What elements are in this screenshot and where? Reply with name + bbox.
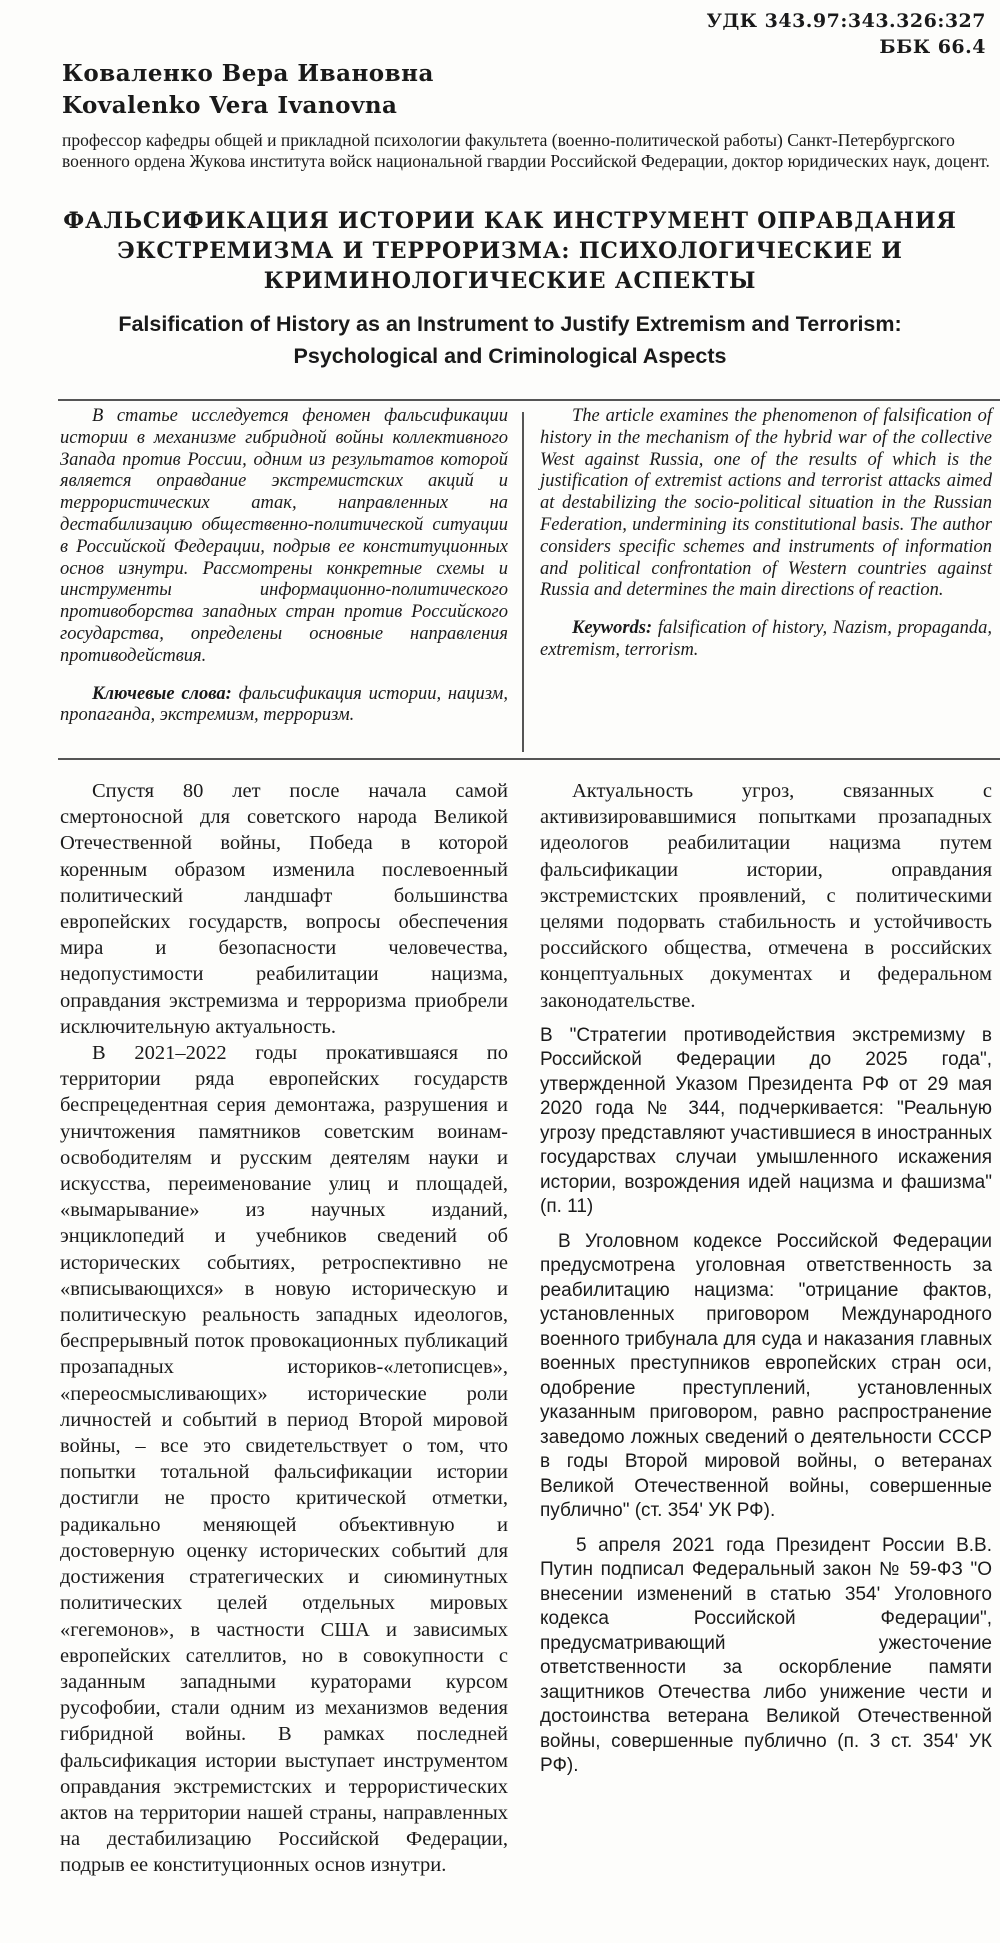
author-name-ru: Коваленко Вера Ивановна — [62, 60, 434, 87]
keywords-en — [540, 618, 992, 662]
body-paragraph-criminal-code: В Уголовном кодексе Российской Федерации предусмотрена уголовная ответственность за реабилитацию нацизма: "отрицание фактов, установленных приговором Международного военного трибунала для суда и наказания главных военных преступников европейских стран оси, одобрение преступлений, установленных указанным приговором, равно распространение заведомо ложных сведений о деятельности СССР в годы Второй мировой войны, о ветеранах Великой Отечественной войны, совершенные публично" (ст. 354' УК РФ). — [540, 1230, 992, 1522]
body-column-right — [540, 778, 992, 1779]
abstract-column-divider — [522, 412, 524, 752]
body-column-left — [60, 778, 508, 1879]
article-title-en: Falsification of History as an Instrument to Justify Extremism and Terrorism: Psychological and Criminological Aspects — [118, 312, 902, 368]
abstract-ru — [60, 406, 508, 727]
abstract-bottom-rule — [58, 758, 1000, 760]
keywords-ru-list: фальсификация истории, нацизм, пропаганда, экстремизм, терроризм. — [60, 683, 508, 726]
abstract-top-rule — [58, 399, 1000, 401]
udk-code: УДК 343.97:343.326:327 — [706, 10, 986, 32]
abstract-ru-text: В статье исследуется феномен фальсификации истории в механизме гибридной войны коллективного Запада против России, одним из результатов которой является оправдание экстремистских акций и террористических атак, направленных на дестабилизацию общественно-политической ситуации в Российской Федерации, подрыв ее конституционных основ изнутри. Рассмотрены конкретные схемы и инструменты информационно-политического противоборства западных стран против Российского государства, определены основные направления противодействия. — [60, 406, 508, 666]
abstract-en-text: The article examines the phenomenon of falsification of history in the mechanism of the hybrid war of the collective West against Russia, one of the results of which is the justification of extremist actions and terrorist attacks aimed at destabilizing the socio-political situation in the Russian Federation, undermining its constitutional basis. The author considers specific schemes and instruments of information and political confrontation of Western countries against Russia and determines the main directions of reaction. — [540, 406, 992, 601]
body-paragraph: В 2021–2022 годы прокатившаяся по территории ряда европейских государств беспрецедентная серия демонтажа, разрушения и уничтожения памятников советским воинам-освободителям и русским деятелям науки и искусства, переименование улиц и площадей, «вымарывание» из научных изданий, энциклопедий и учебников сведений об исторических событиях, ретроспективно не «вписывающихся» в новую историческую и политическую реальность западных идеологов, беспрерывный поток провокационных публикаций прозападных историков-«летописцев», «переосмысливающих» исторические роли личностей и событий в период Второй мировой войны, – все это свидетельствует о том, что попытки тотальной фальсификации истории достигли не просто критической отметки, радикально меняющей объективную и достоверную оценку исторических событий для достижения стратегических и сиюминутных политических целей отдельных мировых «гегемонов», в частности США и зависимых европейских сателлитов, но в совокупности с заданным западными кураторами курсом русофобии, стали одним из механизмов ведения гибридной войны. В рамках последней фальсификация истории выступает инструментом оправдания экстремистских и террористических актов на территории нашей страны, направленных на дестабилизацию Российской Федерации, подрыв ее конституционных основ изнутри. — [60, 1042, 508, 1877]
author-name-en: Kovalenko Vera Ivanovna — [62, 92, 398, 119]
bbk-code: ББК 66.4 — [879, 36, 986, 58]
abstract-en — [540, 406, 992, 662]
keywords-en-label: Keywords: — [572, 618, 653, 639]
author-block — [62, 58, 434, 122]
body-paragraph-federal-law: 5 апреля 2021 года Президент России В.В. Путин подписал Федеральный закон № 59-ФЗ "О внесении изменений в статью 354' Уголовного кодекса Российской Федерации", предусматривающий ужесточение ответственности за оскорбление памяти защитников Отечества либо унижение чести и достоинства ветерана Великой Отечественной войны, совершенные публично (п. 3 ст. 354' УК РФ). — [540, 1534, 992, 1777]
author-affiliation: профессор кафедры общей и прикладной психологии факультета (военно-политической работы) Санкт-Петербургского военного ордена Жукова института войск национальной гвардии Российской Федерации, доктор юридических наук, доцент. — [62, 130, 990, 171]
keywords-en-list: falsification of history, Nazism, propaganda, extremism, terrorism. — [540, 618, 993, 660]
article-title-ru: ФАЛЬСИФИКАЦИЯ ИСТОРИИ КАК ИНСТРУМЕНТ ОПРАВДАНИЯ ЭКСТРЕМИЗМА И ТЕРРОРИЗМА: ПСИХОЛОГИЧЕСКИЕ И КРИМИНОЛОГИЧЕСКИЕ АСПЕКТЫ — [63, 208, 957, 294]
body-paragraph: Актуальность угроз, связанных с активизировавшимися попытками прозападных идеологов реабилитации нацизма путем фальсификации истории, оправдания экстремистских проявлений, с политическими целями подорвать стабильность и устойчивость российского общества, отмечена в российских концептуальных документах и федеральном законодательстве. — [540, 780, 992, 1012]
body-paragraph: Спустя 80 лет после начала самой смертоносной для советского народа Великой Отечественной войны, Победа в которой коренным образом изменила послевоенный политический ландшафт большинства европейских государств, вопросы обеспечения мира и безопасности человечества, недопустимости реабилитации нацизма, оправдания экстремизма и терроризма приобрели исключительную актуальность. — [60, 780, 508, 1038]
body-paragraph-strategy: В "Стратегии противодействия экстремизму в Российской Федерации до 2025 года", утвержденной Указом Президента РФ от 29 мая 2020 года № 344, подчеркивается: "Реальную угрозу представляют участившиеся в иностранных государствах случаи умышленного искажения истории, возрождения идей нацизма и фашизма" (п. 11) — [540, 1024, 992, 1218]
keywords-ru-label: Ключевые слова: — [92, 683, 232, 704]
classification-codes — [706, 8, 986, 60]
keywords-ru — [60, 684, 508, 728]
